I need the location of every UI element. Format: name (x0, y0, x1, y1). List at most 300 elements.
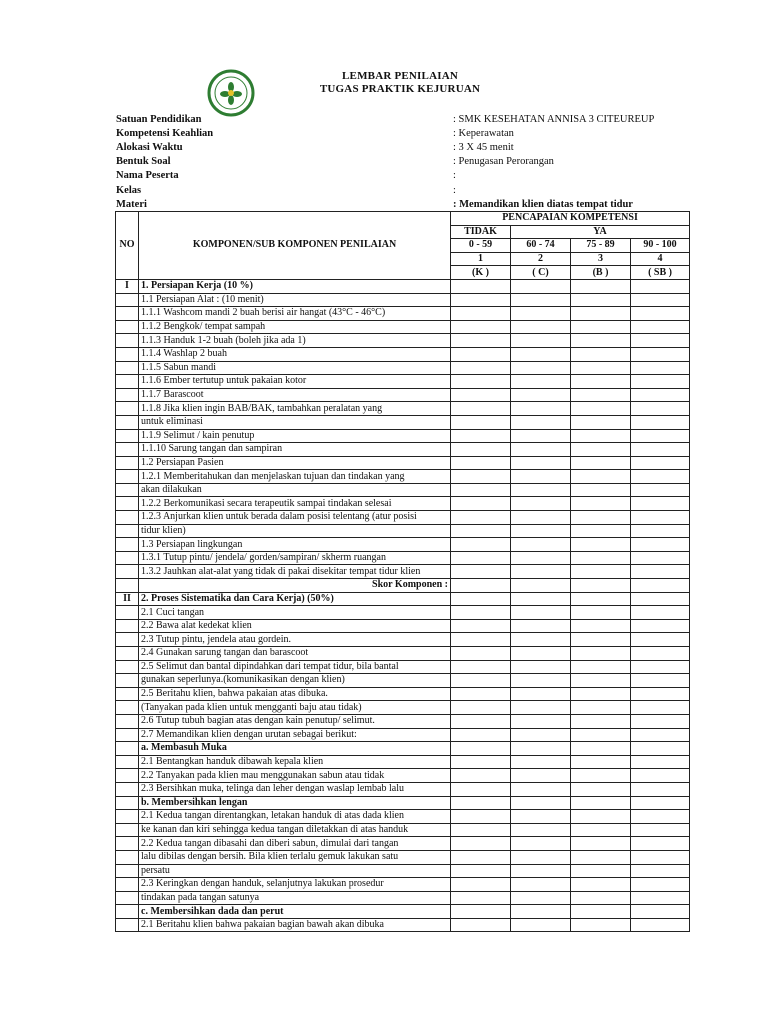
score-cell[interactable] (511, 823, 571, 837)
table-row (116, 619, 690, 633)
score-cell[interactable] (631, 388, 690, 402)
score-cell[interactable] (451, 361, 511, 375)
score-cell[interactable] (631, 647, 690, 661)
row-number (116, 850, 139, 864)
score-cell[interactable] (451, 905, 511, 919)
score-cell[interactable] (451, 796, 511, 810)
score-cell[interactable] (631, 606, 690, 620)
score-cell[interactable] (451, 592, 511, 606)
score-cell[interactable] (571, 647, 631, 661)
score-cell[interactable] (571, 456, 631, 470)
score-cell[interactable] (631, 660, 690, 674)
row-number (116, 782, 139, 796)
score-cell[interactable] (451, 647, 511, 661)
header-grade: ( C) (511, 266, 571, 280)
score-cell[interactable] (571, 375, 631, 389)
score-cell[interactable] (451, 687, 511, 701)
score-cell[interactable] (451, 891, 511, 905)
score-cell[interactable] (511, 891, 571, 905)
score-cell[interactable] (631, 619, 690, 633)
score-cell[interactable] (631, 347, 690, 361)
row-number (116, 728, 139, 742)
row-component-text: 2.4 Gunakan sarung tangan dan barascoot (139, 647, 451, 661)
row-number (116, 647, 139, 661)
score-cell[interactable] (511, 633, 571, 647)
score-cell[interactable] (451, 279, 511, 293)
score-cell[interactable] (451, 524, 511, 538)
score-cell[interactable] (631, 293, 690, 307)
table-row (116, 728, 690, 742)
score-cell[interactable] (571, 415, 631, 429)
score-cell[interactable] (631, 810, 690, 824)
score-cell[interactable] (631, 905, 690, 919)
score-cell[interactable] (511, 470, 571, 484)
score-cell[interactable] (571, 592, 631, 606)
score-cell[interactable] (511, 850, 571, 864)
score-cell[interactable] (511, 415, 571, 429)
score-cell[interactable] (631, 687, 690, 701)
table-row (116, 701, 690, 715)
score-cell[interactable] (631, 402, 690, 416)
score-cell[interactable] (571, 850, 631, 864)
score-cell[interactable] (571, 538, 631, 552)
score-cell[interactable] (451, 579, 511, 593)
score-cell[interactable] (631, 592, 690, 606)
score-cell[interactable] (451, 483, 511, 497)
header-grade: (B ) (571, 266, 631, 280)
score-cell[interactable] (631, 796, 690, 810)
score-cell[interactable] (571, 674, 631, 688)
title-line-2: TUGAS PRAKTIK KEJURUAN (319, 83, 481, 95)
score-cell[interactable] (571, 823, 631, 837)
row-number (116, 293, 139, 307)
row-number (116, 701, 139, 715)
score-cell[interactable] (631, 579, 690, 593)
meta-value[interactable]: : SMK KESEHATAN ANNISA 3 CITEUREUP (453, 113, 655, 125)
row-component-text: 2. Proses Sistematika dan Cara Kerja) (50%) (139, 592, 451, 606)
table-row (116, 538, 690, 552)
score-cell[interactable] (571, 728, 631, 742)
score-cell[interactable] (571, 742, 631, 756)
row-component-text: 2.2 Kedua tangan dibasahi dan diberi sabun, dimulai dari tangan (139, 837, 451, 851)
score-cell[interactable] (511, 905, 571, 919)
score-cell[interactable] (511, 619, 571, 633)
score-cell[interactable] (571, 293, 631, 307)
table-row (116, 279, 690, 293)
row-number (116, 497, 139, 511)
score-cell[interactable] (571, 470, 631, 484)
score-cell[interactable] (631, 334, 690, 348)
score-cell[interactable] (451, 878, 511, 892)
table-row (116, 320, 690, 334)
score-cell[interactable] (511, 443, 571, 457)
score-cell[interactable] (571, 864, 631, 878)
score-cell[interactable] (451, 388, 511, 402)
row-component-text: 1.2.3 Anjurkan klien untuk berada dalam posisi telentang (atur posisi (139, 511, 451, 525)
row-number (116, 633, 139, 647)
table-row (116, 388, 690, 402)
score-cell[interactable] (571, 891, 631, 905)
row-component-text: 2.1 Beritahu klien bahwa pakaian bagian bawah akan dibuka (139, 918, 451, 932)
score-cell[interactable] (511, 701, 571, 715)
score-cell[interactable] (511, 714, 571, 728)
score-cell[interactable] (571, 878, 631, 892)
row-component-text: (Tanyakan pada klien untuk mengganti baju atau tidak) (139, 701, 451, 715)
score-cell[interactable] (631, 415, 690, 429)
table-row (116, 579, 690, 593)
row-component-text: 2.5 Selimut dan bantal dipindahkan dari tempat tidur, bila bantal (139, 660, 451, 674)
score-cell[interactable] (571, 483, 631, 497)
score-cell[interactable] (571, 782, 631, 796)
score-cell[interactable] (451, 755, 511, 769)
row-number (116, 810, 139, 824)
score-cell[interactable] (571, 810, 631, 824)
score-cell[interactable] (571, 837, 631, 851)
row-number (116, 660, 139, 674)
row-number (116, 579, 139, 593)
score-cell[interactable] (451, 810, 511, 824)
score-cell[interactable] (511, 796, 571, 810)
row-component-text: b. Membersihkan lengan (139, 796, 451, 810)
row-number (116, 307, 139, 321)
table-row (116, 878, 690, 892)
meta-row (116, 126, 676, 140)
score-cell[interactable] (451, 538, 511, 552)
score-cell[interactable] (451, 347, 511, 361)
score-cell[interactable] (511, 402, 571, 416)
score-cell[interactable] (631, 565, 690, 579)
row-number (116, 823, 139, 837)
score-cell[interactable] (451, 456, 511, 470)
score-cell[interactable] (451, 782, 511, 796)
table-row (116, 823, 690, 837)
table-row (116, 402, 690, 416)
score-cell[interactable] (571, 905, 631, 919)
table-row (116, 443, 690, 457)
table-row (116, 687, 690, 701)
meta-value[interactable]: : Keperawatan (453, 127, 514, 139)
row-component-text: 2.1 Kedua tangan direntangkan, letakan handuk di atas dada klien (139, 810, 451, 824)
row-component-text: 1.3.2 Jauhkan alat-alat yang tidak di pakai disekitar tempat tidur klien (139, 565, 451, 579)
row-component-text: 1.1.10 Sarung tangan dan sampiran (139, 443, 451, 457)
table-row (116, 918, 690, 932)
score-cell[interactable] (571, 524, 631, 538)
score-cell[interactable] (571, 687, 631, 701)
score-cell[interactable] (511, 456, 571, 470)
score-cell[interactable] (451, 660, 511, 674)
score-cell[interactable] (451, 470, 511, 484)
score-cell[interactable] (511, 334, 571, 348)
score-cell[interactable] (571, 619, 631, 633)
score-cell[interactable] (511, 388, 571, 402)
score-cell[interactable] (571, 579, 631, 593)
score-cell[interactable] (571, 279, 631, 293)
row-component-text: 1.1.3 Handuk 1-2 buah (boleh jika ada 1) (139, 334, 451, 348)
score-cell[interactable] (631, 443, 690, 457)
row-component-text: 2.3 Keringkan dengan handuk, selanjutnya lakukan prosedur (139, 878, 451, 892)
score-cell[interactable] (631, 429, 690, 443)
score-cell[interactable] (631, 279, 690, 293)
score-cell[interactable] (571, 565, 631, 579)
score-cell[interactable] (631, 701, 690, 715)
score-cell[interactable] (511, 782, 571, 796)
row-number (116, 565, 139, 579)
score-cell[interactable] (511, 728, 571, 742)
score-cell[interactable] (511, 279, 571, 293)
score-cell[interactable] (631, 538, 690, 552)
score-cell[interactable] (451, 375, 511, 389)
score-cell[interactable] (571, 429, 631, 443)
score-cell[interactable] (631, 483, 690, 497)
meta-value[interactable]: : (453, 170, 456, 182)
score-cell[interactable] (451, 497, 511, 511)
score-cell[interactable] (451, 864, 511, 878)
score-cell[interactable] (451, 443, 511, 457)
row-component-text: 1.2.1 Memberitahukan dan menjelaskan tujuan dan tindakan yang (139, 470, 451, 484)
score-cell[interactable] (631, 878, 690, 892)
row-number (116, 470, 139, 484)
table-row (116, 511, 690, 525)
score-cell[interactable] (451, 769, 511, 783)
score-cell[interactable] (511, 742, 571, 756)
row-number (116, 415, 139, 429)
score-cell[interactable] (631, 497, 690, 511)
score-cell[interactable] (511, 606, 571, 620)
score-cell[interactable] (451, 293, 511, 307)
score-cell[interactable] (511, 511, 571, 525)
score-cell[interactable] (451, 714, 511, 728)
score-cell[interactable] (511, 538, 571, 552)
row-component-text: c. Membersihkan dada dan perut (139, 905, 451, 919)
row-number (116, 878, 139, 892)
header-ya: YA (511, 225, 690, 239)
table-row (116, 293, 690, 307)
row-number (116, 796, 139, 810)
score-cell[interactable] (571, 497, 631, 511)
score-cell[interactable] (511, 687, 571, 701)
score-cell[interactable] (511, 347, 571, 361)
score-cell[interactable] (631, 823, 690, 837)
score-cell[interactable] (451, 429, 511, 443)
row-component-text: 2.6 Tutup tubuh bagian atas dengan kain penutup/ selimut. (139, 714, 451, 728)
score-cell[interactable] (451, 606, 511, 620)
score-cell[interactable] (451, 307, 511, 321)
score-cell[interactable] (451, 701, 511, 715)
score-cell[interactable] (631, 755, 690, 769)
score-cell[interactable] (511, 878, 571, 892)
score-cell[interactable] (631, 320, 690, 334)
table-row (116, 837, 690, 851)
score-cell[interactable] (511, 551, 571, 565)
score-cell[interactable] (631, 511, 690, 525)
score-cell[interactable] (511, 592, 571, 606)
score-cell[interactable] (511, 429, 571, 443)
table-row (116, 674, 690, 688)
meta-row (116, 112, 676, 126)
score-cell[interactable] (511, 918, 571, 932)
row-component-text: 1.1.7 Barascoot (139, 388, 451, 402)
score-cell[interactable] (451, 742, 511, 756)
score-cell[interactable] (511, 769, 571, 783)
score-cell[interactable] (571, 755, 631, 769)
row-component-text: Skor Komponen : (139, 579, 451, 593)
table-row (116, 347, 690, 361)
score-cell[interactable] (511, 524, 571, 538)
header-range: 75 - 89 (571, 239, 631, 253)
score-cell[interactable] (511, 674, 571, 688)
score-cell[interactable] (631, 307, 690, 321)
row-component-text: 1.1.5 Sabun mandi (139, 361, 451, 375)
meta-value[interactable]: : (453, 184, 456, 196)
table-row (116, 483, 690, 497)
score-cell[interactable] (571, 606, 631, 620)
score-cell[interactable] (451, 837, 511, 851)
table-row (116, 891, 690, 905)
row-component-text: 1.1.4 Washlap 2 buah (139, 347, 451, 361)
score-cell[interactable] (571, 320, 631, 334)
score-cell[interactable] (451, 823, 511, 837)
table-row (116, 769, 690, 783)
row-number (116, 361, 139, 375)
score-cell[interactable] (631, 456, 690, 470)
row-component-text: 1.1.8 Jika klien ingin BAB/BAK, tambahkan peralatan yang (139, 402, 451, 416)
score-cell[interactable] (451, 633, 511, 647)
row-component-text: 1.1.2 Bengkok/ tempat sampah (139, 320, 451, 334)
score-cell[interactable] (631, 918, 690, 932)
score-cell[interactable] (511, 579, 571, 593)
score-cell[interactable] (451, 334, 511, 348)
row-number (116, 742, 139, 756)
score-cell[interactable] (451, 565, 511, 579)
row-component-text: persatu (139, 864, 451, 878)
score-cell[interactable] (451, 728, 511, 742)
score-cell[interactable] (571, 388, 631, 402)
score-cell[interactable] (631, 891, 690, 905)
score-cell[interactable] (631, 674, 690, 688)
score-cell[interactable] (571, 660, 631, 674)
meta-label: Materi (116, 198, 147, 210)
score-cell[interactable] (571, 769, 631, 783)
meta-row (116, 140, 676, 154)
score-cell[interactable] (451, 415, 511, 429)
meta-row (116, 197, 676, 211)
row-number (116, 864, 139, 878)
score-cell[interactable] (631, 728, 690, 742)
meta-row (116, 183, 676, 197)
meta-value[interactable]: : 3 X 45 menit (453, 141, 514, 153)
score-cell[interactable] (631, 524, 690, 538)
header-tidak: TIDAK (451, 225, 511, 239)
table-row (116, 429, 690, 443)
score-cell[interactable] (571, 402, 631, 416)
score-cell[interactable] (511, 361, 571, 375)
score-cell[interactable] (631, 742, 690, 756)
row-number (116, 538, 139, 552)
table-row (116, 606, 690, 620)
row-number (116, 524, 139, 538)
score-cell[interactable] (631, 864, 690, 878)
score-cell[interactable] (571, 347, 631, 361)
score-cell[interactable] (511, 755, 571, 769)
score-cell[interactable] (511, 307, 571, 321)
score-cell[interactable] (631, 470, 690, 484)
score-cell[interactable] (631, 361, 690, 375)
score-cell[interactable] (631, 769, 690, 783)
score-cell[interactable] (511, 293, 571, 307)
row-number (116, 905, 139, 919)
score-cell[interactable] (451, 850, 511, 864)
score-cell[interactable] (511, 497, 571, 511)
row-number (116, 619, 139, 633)
score-cell[interactable] (571, 551, 631, 565)
score-cell[interactable] (631, 633, 690, 647)
score-cell[interactable] (571, 918, 631, 932)
score-cell[interactable] (511, 375, 571, 389)
score-cell[interactable] (631, 850, 690, 864)
score-cell[interactable] (631, 714, 690, 728)
score-cell[interactable] (511, 647, 571, 661)
score-cell[interactable] (571, 714, 631, 728)
table-row (116, 497, 690, 511)
score-cell[interactable] (571, 307, 631, 321)
score-cell[interactable] (451, 674, 511, 688)
score-cell[interactable] (451, 402, 511, 416)
score-cell[interactable] (571, 361, 631, 375)
row-component-text: lalu dibilas dengan bersih. Bila klien terlalu gemuk lakukan satu (139, 850, 451, 864)
table-row (116, 375, 690, 389)
score-cell[interactable] (451, 619, 511, 633)
score-cell[interactable] (511, 837, 571, 851)
score-cell[interactable] (631, 375, 690, 389)
score-cell[interactable] (451, 918, 511, 932)
score-cell[interactable] (511, 320, 571, 334)
meta-label: Nama Peserta (116, 170, 179, 182)
score-cell[interactable] (451, 320, 511, 334)
score-cell[interactable] (451, 511, 511, 525)
row-component-text: 1.3 Persiapan lingkungan (139, 538, 451, 552)
row-component-text: 1.2 Persiapan Pasien (139, 456, 451, 470)
score-cell[interactable] (631, 782, 690, 796)
meta-value[interactable]: : Penugasan Perorangan (453, 156, 554, 168)
score-cell[interactable] (511, 660, 571, 674)
score-cell[interactable] (571, 633, 631, 647)
row-number (116, 511, 139, 525)
table-row (116, 470, 690, 484)
score-cell[interactable] (511, 810, 571, 824)
row-number (116, 755, 139, 769)
table-row (116, 307, 690, 321)
row-number (116, 483, 139, 497)
score-cell[interactable] (631, 837, 690, 851)
score-cell[interactable] (571, 701, 631, 715)
table-row (116, 755, 690, 769)
score-cell[interactable] (511, 565, 571, 579)
score-cell[interactable] (451, 551, 511, 565)
header-grade: (K ) (451, 266, 511, 280)
meta-value[interactable]: : Memandikan klien diatas tempat tidur (453, 198, 633, 210)
score-cell[interactable] (571, 443, 631, 457)
score-cell[interactable] (511, 483, 571, 497)
score-cell[interactable] (571, 334, 631, 348)
table-row (116, 850, 690, 864)
score-cell[interactable] (571, 511, 631, 525)
score-cell[interactable] (571, 796, 631, 810)
row-number (116, 347, 139, 361)
score-cell[interactable] (511, 864, 571, 878)
score-cell[interactable] (631, 551, 690, 565)
header-component: KOMPONEN/SUB KOMPONEN PENILAIAN (139, 212, 451, 280)
row-number (116, 334, 139, 348)
